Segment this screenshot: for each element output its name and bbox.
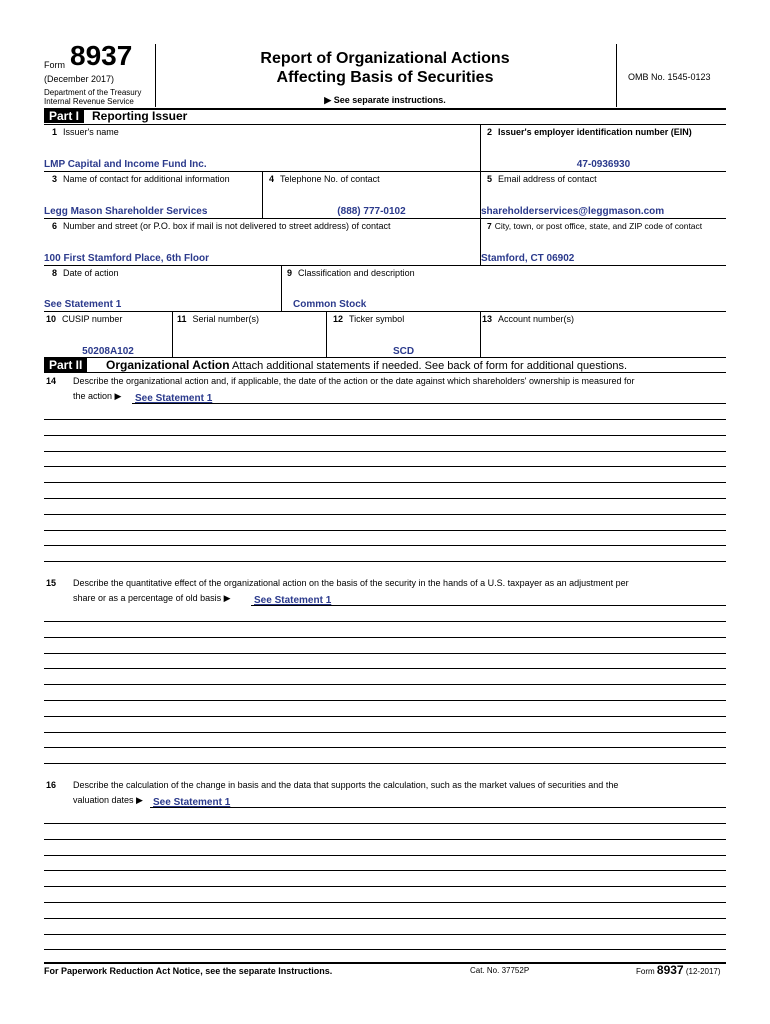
answer-rule-line[interactable] <box>44 747 726 748</box>
row2-divider-b <box>480 171 481 218</box>
email-label: 5 Email address of contact <box>487 174 597 184</box>
part1-tag: Part I <box>44 109 84 123</box>
answer-rule-line[interactable] <box>44 561 726 562</box>
q14-number: 14 <box>46 376 57 386</box>
q16-answer-rule <box>150 807 726 808</box>
row5-divider-c <box>480 311 481 357</box>
city-field[interactable]: Stamford, CT 06902 <box>481 253 575 264</box>
answer-rule-line[interactable] <box>44 886 726 887</box>
answer-rule-line[interactable] <box>44 823 726 824</box>
q15-answer[interactable]: See Statement 1 <box>254 595 332 606</box>
contact-name-field[interactable]: Legg Mason Shareholder Services <box>44 206 208 217</box>
row5-divider-b <box>326 311 327 357</box>
form-number: 8937 <box>70 40 133 71</box>
answer-rule-line[interactable] <box>44 700 726 701</box>
answer-rule-line[interactable] <box>44 530 726 531</box>
answer-rule-line[interactable] <box>44 684 726 685</box>
answer-rule-line[interactable] <box>44 934 726 935</box>
answer-rule-line[interactable] <box>44 716 726 717</box>
classification-label: 9 Classification and description <box>287 268 415 278</box>
q14-text-line1: Describe the organizational action and, if applicable, the date of the action or the date against which shareholders' ownership is measured for <box>73 376 635 386</box>
part1-title: Reporting Issuer <box>92 109 188 123</box>
answer-rule-line[interactable] <box>44 839 726 840</box>
omb-number: OMB No. 1545-0123 <box>628 72 711 82</box>
answer-rule-line[interactable] <box>44 498 726 499</box>
part2-title-rule <box>44 372 726 373</box>
answer-rule-line[interactable] <box>44 435 726 436</box>
ein-field[interactable]: 47-0936930 <box>576 159 631 170</box>
footer-form-number: 8937 <box>656 963 684 977</box>
street-label: 6 Number and street (or P.O. box if mail is not delivered to street address) of contact <box>52 221 391 231</box>
see-instructions: ▶ See separate instructions. <box>324 95 446 105</box>
date-of-action-field[interactable]: See Statement 1 <box>44 299 122 310</box>
row3-rule <box>44 265 726 266</box>
row4-divider <box>281 265 282 311</box>
ein-label: 2 Issuer's employer identification number (EIN) <box>487 127 692 137</box>
answer-rule-line[interactable] <box>44 419 726 420</box>
city-label: 7 City, town, or post office, state, and ZIP code of contact <box>487 221 703 231</box>
department-line: Department of the Treasury <box>44 88 142 97</box>
q14-answer[interactable]: See Statement 1 <box>135 393 213 404</box>
answer-rule-line[interactable] <box>44 918 726 919</box>
answer-rule-line[interactable] <box>44 855 726 856</box>
cusip-field[interactable]: 50208A102 <box>82 346 134 357</box>
row3-divider <box>480 218 481 265</box>
answer-rule-line[interactable] <box>44 466 726 467</box>
footer-form-word: Form <box>636 967 655 976</box>
date-of-action-label: 8 Date of action <box>52 268 119 278</box>
street-field[interactable]: 100 First Stamford Place, 6th Floor <box>44 253 210 264</box>
footer-revision: (12-2017) <box>685 967 721 976</box>
part1-title-rule <box>44 124 726 125</box>
telephone-label: 4 Telephone No. of contact <box>269 174 380 184</box>
q16-text-line1: Describe the calculation of the change in basis and the data that supports the calculation, such as the market values of securities and the <box>73 780 619 790</box>
paperwork-notice: For Paperwork Reduction Act Notice, see the separate Instructions. <box>44 966 333 976</box>
issuer-name-field[interactable]: LMP Capital and Income Fund Inc. <box>44 159 207 170</box>
q15-text-line1: Describe the quantitative effect of the organizational action on the basis of the security in the hands of a U.S. taxpayer as an adjustment per <box>73 578 629 588</box>
answer-rule-line[interactable] <box>44 653 726 654</box>
part2-subtitle: Attach additional statements if needed. See back of form for additional questions. <box>232 360 628 372</box>
answer-rule-line[interactable] <box>44 668 726 669</box>
email-field[interactable]: shareholderservices@leggmason.com <box>481 206 665 217</box>
catalog-number: Cat. No. 37752P <box>470 966 530 975</box>
row1-rule <box>44 171 726 172</box>
irs-line: Internal Revenue Service <box>44 97 134 106</box>
part2-tag: Part II <box>44 358 87 372</box>
q16-number: 16 <box>46 780 57 790</box>
footer-form-id <box>636 963 721 977</box>
cusip-label: 10 CUSIP number <box>46 314 123 324</box>
row1-divider <box>480 124 481 172</box>
answer-rule-line[interactable] <box>44 949 726 950</box>
answer-rule-line[interactable] <box>44 545 726 546</box>
q14-text-line2: the action ▶ <box>73 391 122 401</box>
row5-divider-a <box>172 311 173 357</box>
row2-rule <box>44 218 726 219</box>
form-title-line2: Affecting Basis of Securities <box>276 69 494 86</box>
part2-title-line <box>106 358 627 373</box>
part2-title: Organizational Action <box>106 358 230 372</box>
answer-rule-line[interactable] <box>44 902 726 903</box>
contact-name-label: 3 Name of contact for additional information <box>52 174 230 184</box>
answer-rule-line[interactable] <box>44 870 726 871</box>
telephone-field[interactable]: (888) 777-0102 <box>337 206 406 217</box>
row4-rule <box>44 311 726 312</box>
q15-text-line2: share or as a percentage of old basis ▶ <box>73 593 231 603</box>
answer-rule-line[interactable] <box>44 482 726 483</box>
issuer-name-label: 1 Issuer's name <box>52 127 119 137</box>
answer-rule-line[interactable] <box>44 732 726 733</box>
q14-answer-rule <box>132 403 726 404</box>
account-label: 13 Account number(s) <box>482 314 575 324</box>
serial-label: 11 Serial number(s) <box>177 314 260 324</box>
row2-divider-a <box>262 171 263 218</box>
header-divider-right <box>616 44 617 107</box>
q16-text-line2: valuation dates ▶ <box>73 795 143 805</box>
answer-rule-line[interactable] <box>44 637 726 638</box>
answer-rule-line[interactable] <box>44 621 726 622</box>
q15-answer-rule <box>251 605 726 606</box>
answer-rule-line[interactable] <box>44 763 726 764</box>
form-revision: (December 2017) <box>44 74 115 84</box>
footer-rule <box>44 962 726 964</box>
q15-number: 15 <box>46 578 57 588</box>
answer-rule-line[interactable] <box>44 514 726 515</box>
classification-field[interactable]: Common Stock <box>293 299 367 310</box>
form-title-line1: Report of Organizational Actions <box>260 50 510 67</box>
ticker-label: 12 Ticker symbol <box>333 314 405 324</box>
answer-rule-line[interactable] <box>44 451 726 452</box>
form-label: Form <box>44 60 65 70</box>
ticker-field[interactable]: SCD <box>392 346 415 357</box>
q16-answer[interactable]: See Statement 1 <box>153 797 231 808</box>
